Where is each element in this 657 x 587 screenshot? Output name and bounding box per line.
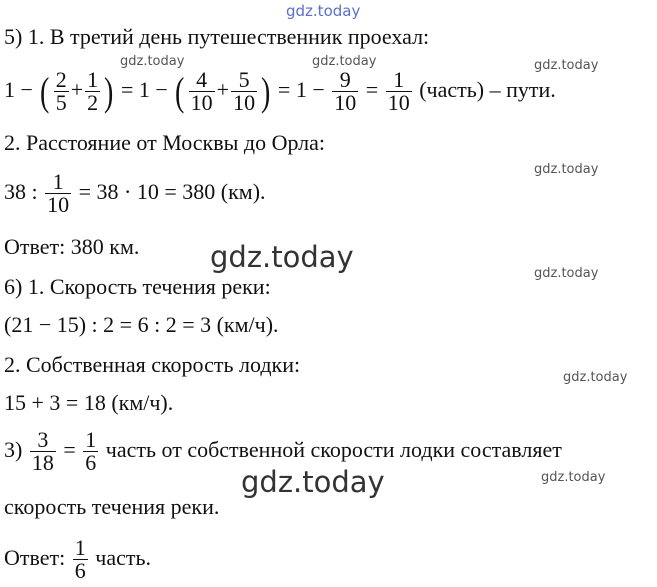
fraction: $\frac{1}{6}$ [74,535,86,584]
watermark: gdz.today [534,162,599,177]
task5-step2-heading: 2. Расстояние от Москвы до Орла: [4,130,326,155]
task6-step2-heading: 2. Собственная скорость лодки: [4,352,301,377]
watermark: gdz.today [534,266,599,281]
watermark-large: gdz.today [241,465,385,499]
task5-equation1: 1 − ( $\frac{2}{5}$ + $\frac{1}{2}$ ) = 1 − ( $\frac{4}{10}$ + $\frac{5}{10}$ ) = 1 − $\frac{9}{10}$ = $\frac{1}{10}$ (часть) – пути. [4,67,556,116]
task6-equation2: 15 + 3 = 18 (км/ч). [4,390,174,415]
fraction: $\frac{3}{18}$ [31,427,54,476]
watermark: gdz.today [563,370,628,385]
fraction: $\frac{4}{10}$ [190,67,213,116]
watermark: gdz.today [312,54,377,69]
task5-step1-heading: 5) 1. В третий день путешественник проехал: [4,24,430,49]
task6-equation1: (21 − 15) : 2 = 6 : 2 = 3 (км/ч). [4,312,279,337]
watermark: gdz.today [120,54,185,69]
watermark-top: gdz.today [286,2,361,20]
fraction: $\frac{1}{6}$ [85,427,97,476]
task6-step3: 3) $\frac{3}{18}$ = $\frac{1}{6}$ часть от собственной скорости лодки составляет [4,427,562,476]
task6-answer: Ответ: $\frac{1}{6}$ часть. [4,535,152,584]
fraction: $\frac{2}{5}$ [55,67,67,116]
watermark: gdz.today [541,470,606,485]
task6-step3-continuation: скорость течения реки. [4,494,220,519]
fraction: $\frac{1}{2}$ [87,67,99,116]
fraction: $\frac{1}{10}$ [47,169,70,218]
task5-equation2: 38 : $\frac{1}{10}$ = 38 · 10 = 380 (км). [4,169,266,218]
task6-step1-heading: 6) 1. Скорость течения реки: [4,274,271,299]
task5-answer: Ответ: 380 км. [4,234,140,259]
fraction: $\frac{1}{10}$ [387,67,410,116]
fraction: $\frac{9}{10}$ [334,67,357,116]
watermark: gdz.today [534,58,599,73]
fraction: $\frac{5}{10}$ [233,67,256,116]
watermark-large: gdz.today [210,240,354,274]
